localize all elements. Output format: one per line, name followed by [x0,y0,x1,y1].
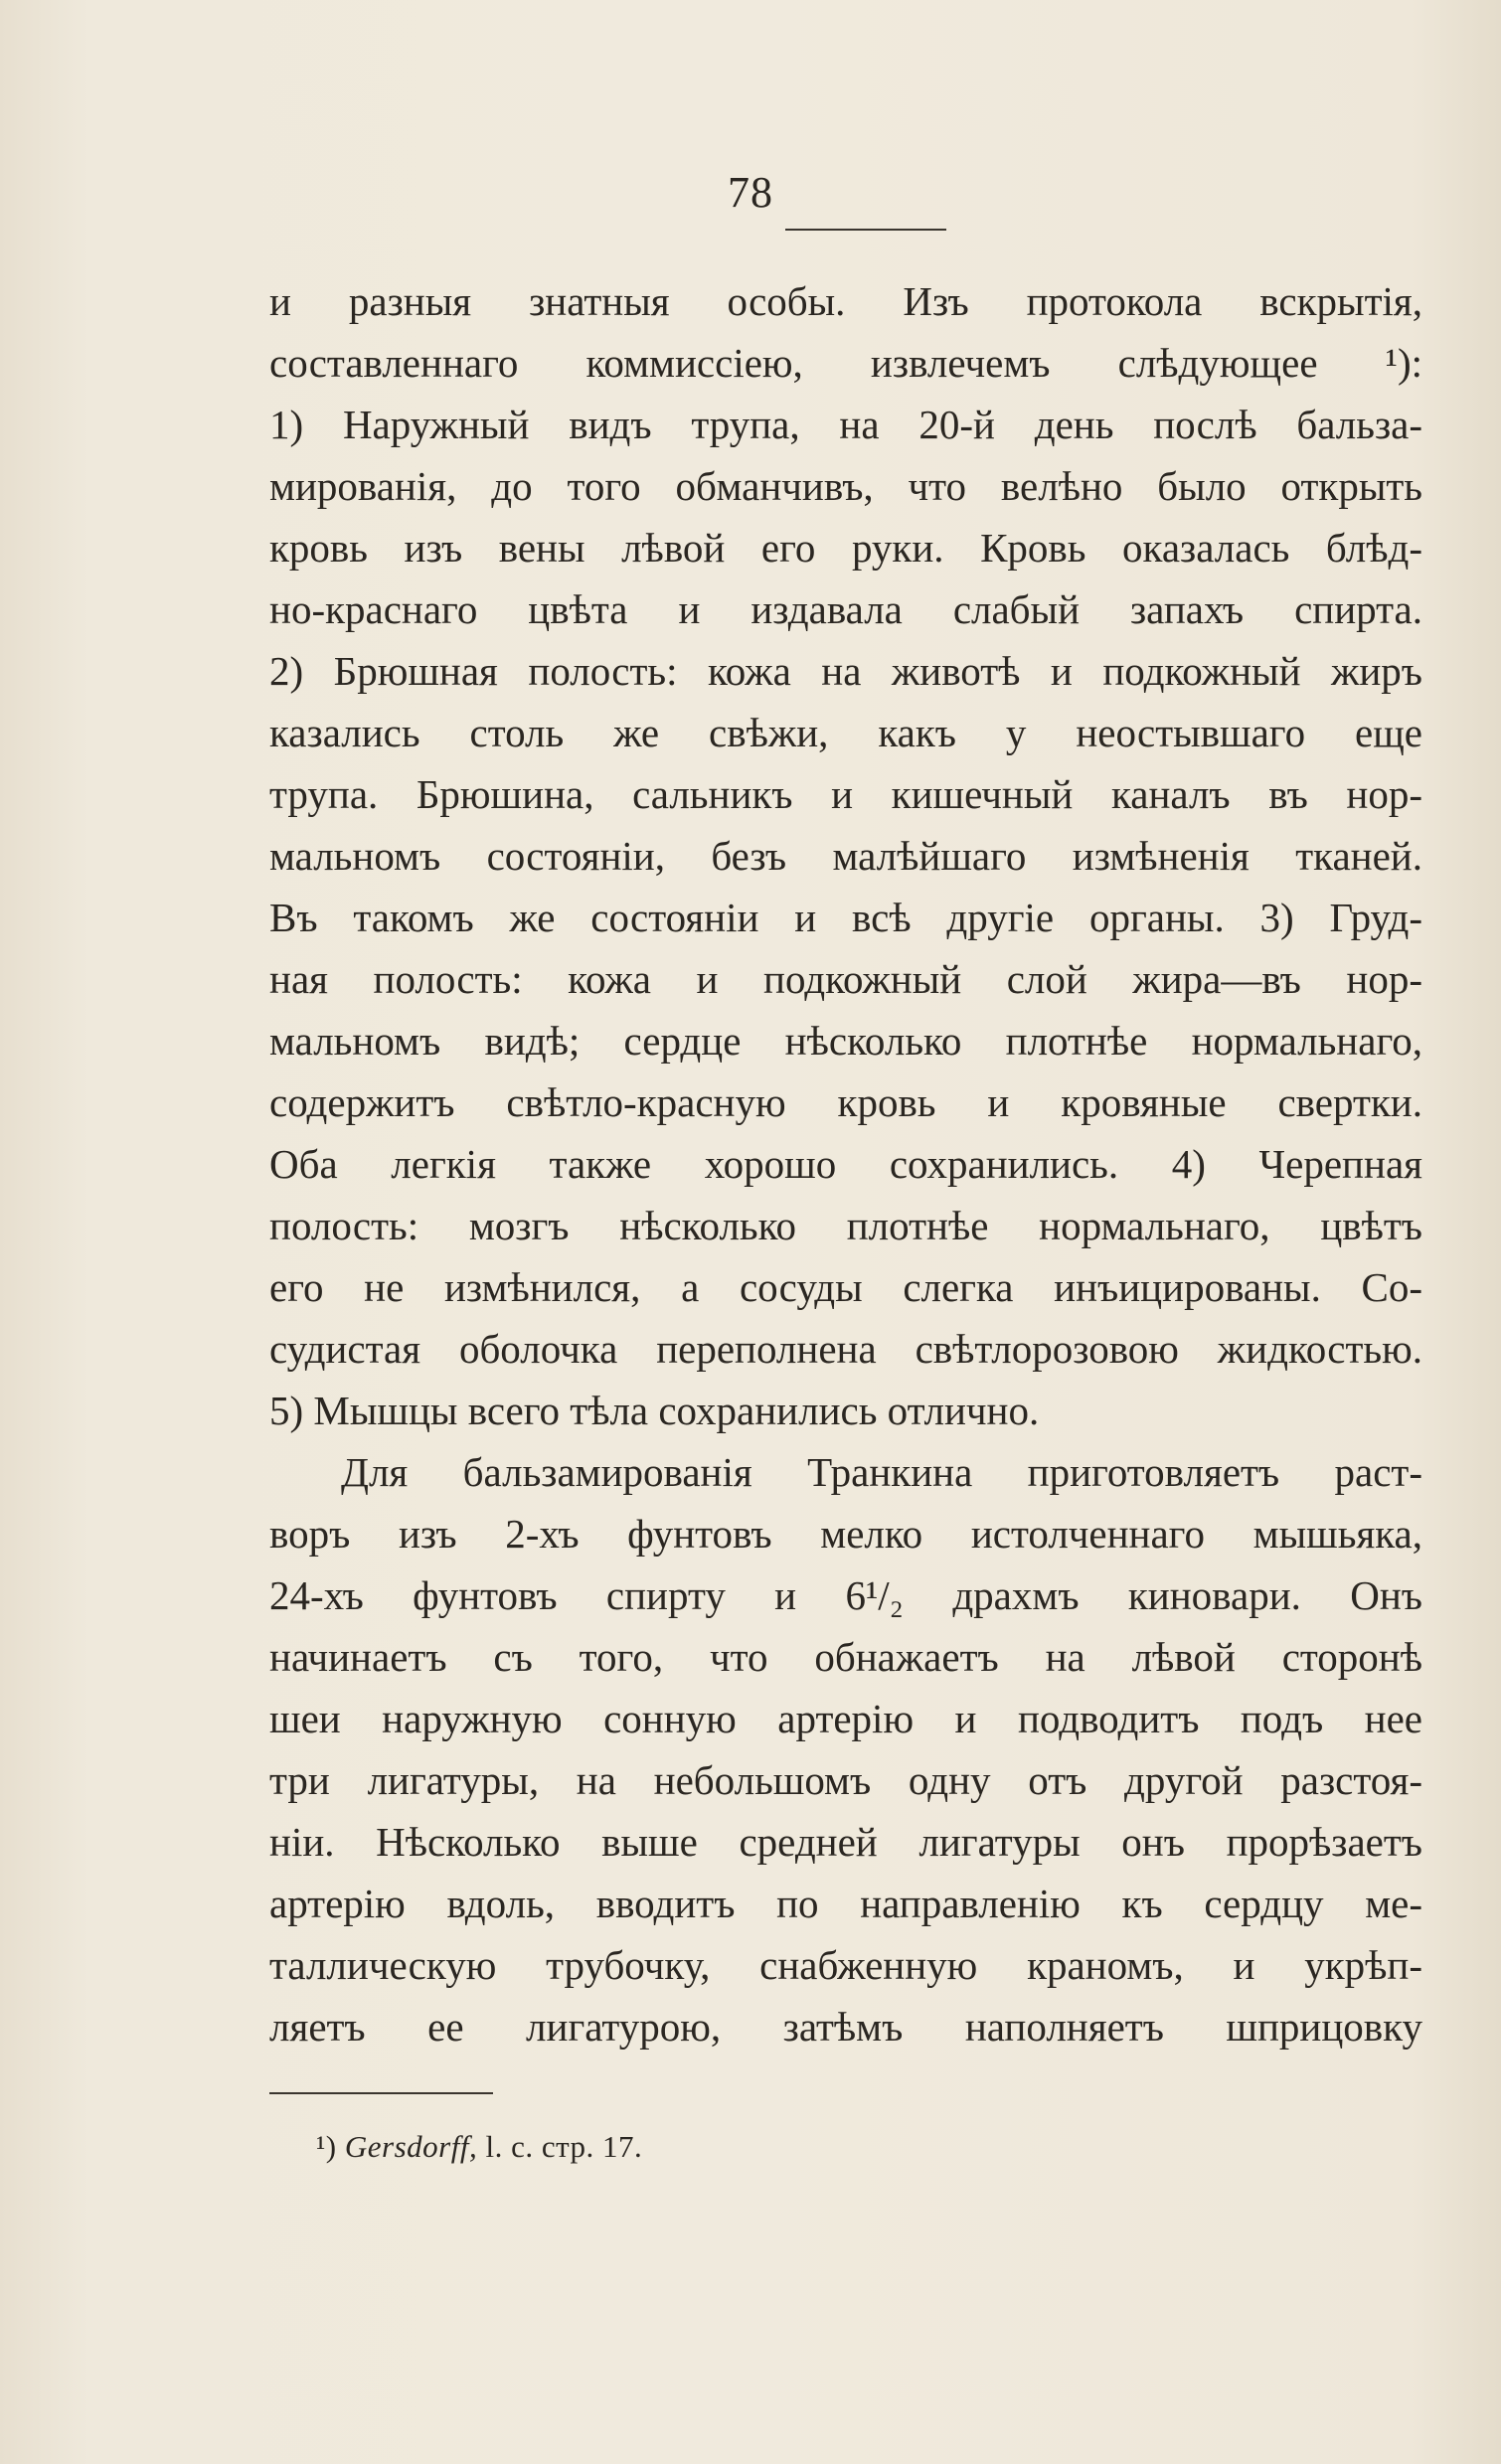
text-line: 24-хъ фунтовъ спирту и 6¹/₂ драхмъ киновари. Онъ [269,1572,1422,1618]
text-line: трупа. Брюшина, сальникъ и кишечный каналъ въ нор- [269,771,1422,817]
text-line: три лигатуры, на небольшомъ одну отъ другой разстоя- [269,1757,1422,1803]
footnote-author: Gersdorff, [344,2129,478,2164]
text-line: 5) Мышцы всего тѣла сохранились отлично. [269,1388,1040,1433]
text-line: 2) Брюшная полость: кожа на животѣ и подкожный жиръ [269,648,1422,694]
text-line: мированія, до того обманчивъ, что велѣно было открыть [269,463,1422,509]
text-line: казались столь же свѣжи, какъ у неостывшаго еще [269,710,1422,755]
footnote-rule [269,2092,493,2094]
text-line: артерію вдоль, вводитъ по направленію къ сердцу ме- [269,1881,1422,1926]
text-line: ляетъ ее лигатурою, затѣмъ наполняетъ шприцовку [269,2004,1422,2050]
page-number: 78 [728,168,773,217]
text-line: полость: мозгъ нѣсколько плотнѣе нормальнаго, цвѣтъ [269,1203,1422,1248]
text-line: Оба легкія также хорошо сохранились. 4) Черепная [269,1141,1422,1187]
text-line: мальномъ состояніи, безъ малѣйшаго измѣненія тканей. [269,833,1422,879]
footnote-marker: ¹) [316,2129,337,2164]
text-line: 1) Наружный видъ трупа, на 20-й день послѣ бальза- [269,402,1422,447]
text-line: таллическую трубочку, снабженную краномъ, и укрѣп- [269,1942,1422,1988]
text-line: ніи. Нѣсколько выше средней лигатуры онъ прорѣзаетъ [269,1819,1422,1865]
text-line: и разныя знатныя особы. Изъ протокола вскрытія, [269,278,1422,324]
text-line: шеи наружную сонную артерію и подводитъ подъ нее [269,1696,1422,1741]
text-line: составленнаго коммиссіею, извлечемъ слѣдующее ¹): [269,340,1422,386]
text-line: воръ изъ 2-хъ фунтовъ мелко истолченнаго мышьяка, [269,1511,1422,1557]
text-line: ная полость: кожа и подкожный слой жира—въ нор- [269,956,1422,1002]
text-line: но-краснаго цвѣта и издавала слабый запахъ спирта. [269,586,1422,632]
text-line: его не измѣнился, а сосуды слегка инъицированы. Со- [269,1264,1422,1310]
text-line: Въ такомъ же состояніи и всѣ другіе органы. 3) Груд- [269,895,1422,940]
text-line: содержитъ свѣтло-красную кровь и кровяные свертки. [269,1079,1422,1125]
text-line: Для бальзамированія Транкина приготовляетъ раст- [341,1449,1422,1495]
footnote [316,2126,642,2168]
text-line: начинаетъ съ того, что обнажаетъ на лѣвой сторонѣ [269,1634,1422,1680]
page-number-rule [785,229,946,231]
body-text [269,270,1422,2057]
text-line: кровь изъ вены лѣвой его руки. Кровь оказалась блѣд- [269,525,1422,571]
text-line: мальномъ видѣ; сердце нѣсколько плотнѣе нормальнаго, [269,1018,1422,1064]
text-line: судистая оболочка переполнена свѣтлорозовою жидкостью. [269,1326,1422,1372]
footnote-reference: l. c. стр. 17. [485,2129,643,2164]
